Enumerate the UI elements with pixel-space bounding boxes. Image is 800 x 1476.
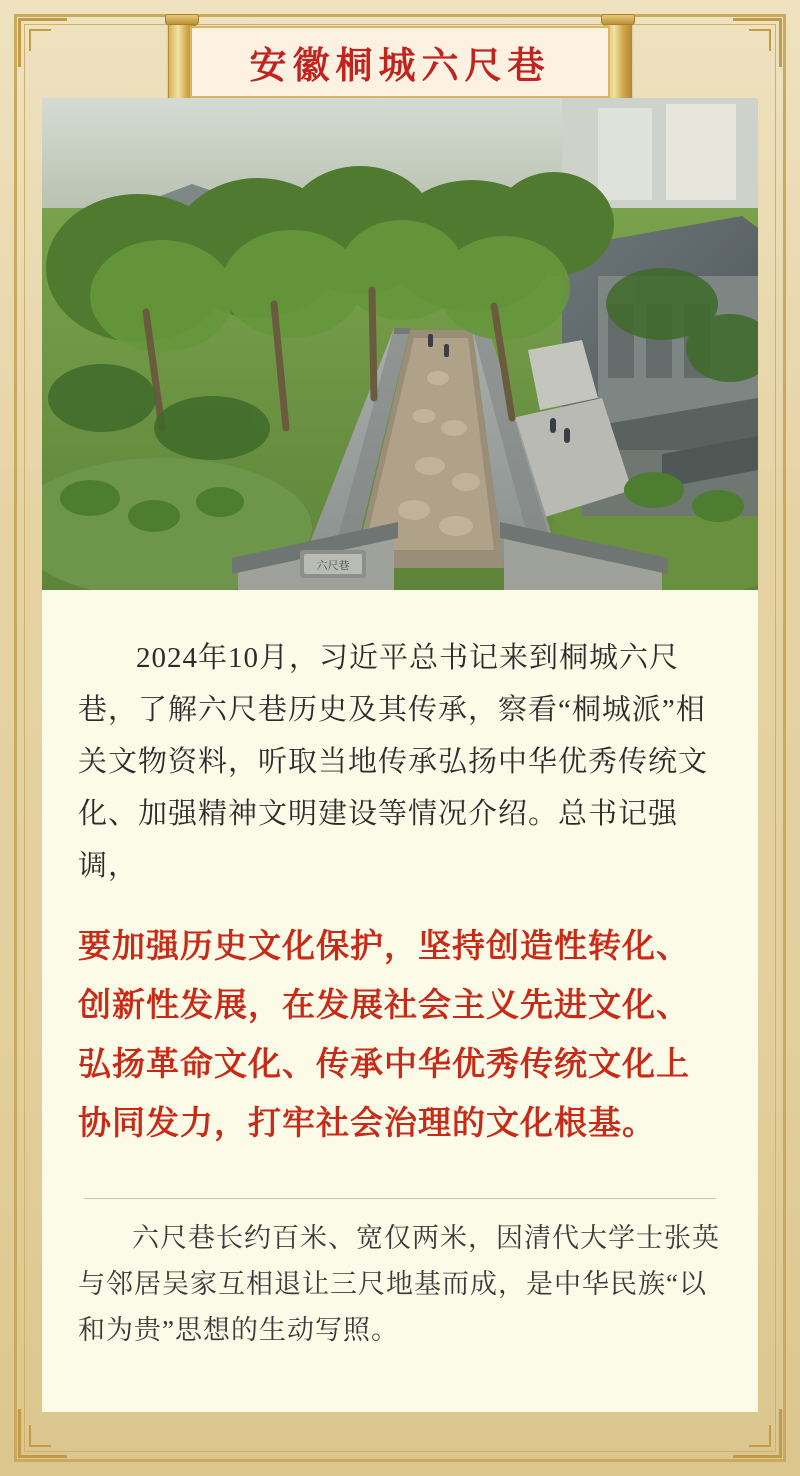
highlight-quote: 要加强历史文化保护，坚持创造性转化、创新性发展，在发展社会主义先进文化、弘扬革命文化、传承中华优秀传统文化上协同发力，打牢社会治理的文化根基。: [78, 929, 690, 1142]
text-card: [42, 590, 758, 1412]
svg-text:六尺巷: 六尺巷: [316, 559, 350, 572]
hero-photo-illustration: [42, 98, 758, 590]
page-title: 安徽桐城六尺巷: [249, 43, 551, 87]
lead-paragraph: 2024年10月，习近平总书记来到桐城六尺巷，了解六尺巷历史及其传承，察看“桐城派”相关文物资料，听取当地传承弘扬中华优秀传统文化、加强精神文明建设等情况介绍。总书记强调，: [78, 642, 709, 882]
title-scroll-banner: [168, 16, 632, 108]
corner-ornament-top-left: [18, 18, 67, 67]
corner-ornament-top-right: [733, 18, 782, 67]
section-divider: [84, 1198, 716, 1199]
title-plate: [190, 26, 610, 98]
corner-ornament-bottom-right: [733, 1409, 782, 1458]
corner-ornament-bottom-left: [18, 1409, 67, 1458]
footnote-paragraph: 六尺巷长约百米、宽仅两米，因清代大学士张英与邻居吴家互相退让三尺地基而成，是中华民族“以和为贵”思想的生动写照。: [78, 1223, 720, 1345]
hero-photo: [42, 98, 758, 590]
